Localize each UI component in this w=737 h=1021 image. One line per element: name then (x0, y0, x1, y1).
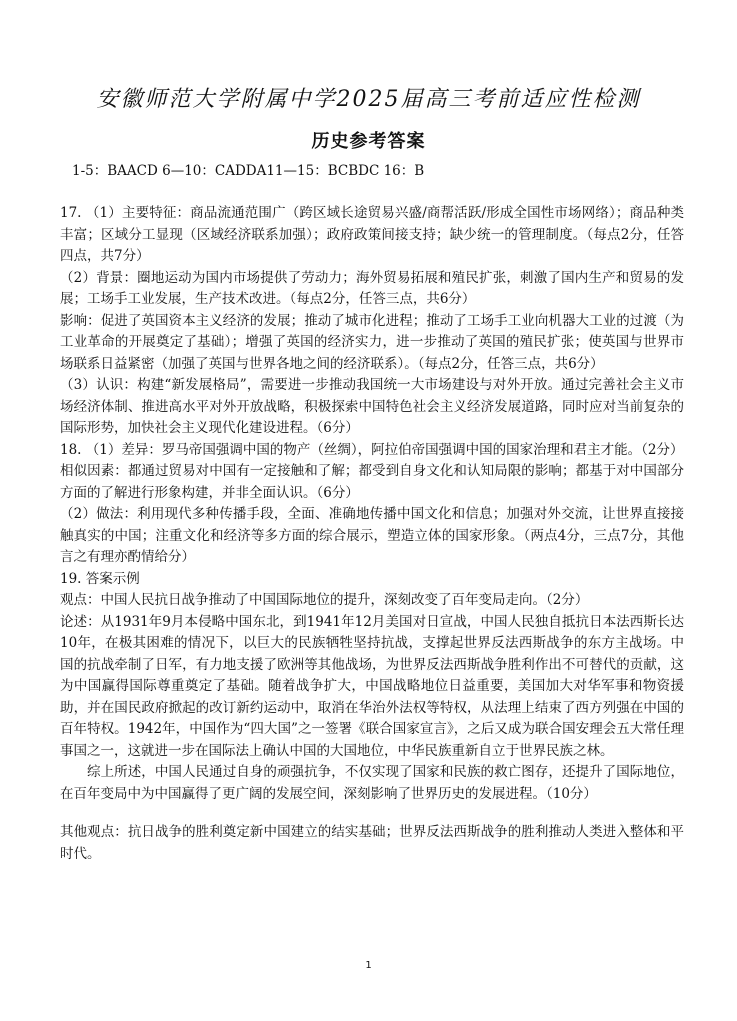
subject-title: 历史参考答案 (311, 131, 426, 152)
q18-similar-factors-paragraph: 相似因素：都通过贸易对中国有一定接触和了解；都受到自身文化和认知局限的影响；都基于对中国部分方面的了解进行形象构建，并非全面认识。（6分） (60, 463, 684, 501)
answer-content (60, 203, 684, 865)
q17-part2-background-paragraph: （2）背景：圈地运动为国内市场提供了劳动力；海外贸易拓展和殖民扩张，刺激了国内生产和贸易的发展；工场手工业发展，生产技术改进。（每点2分，任答三点，共6分） (60, 269, 684, 307)
q17-part3-paragraph: （3）认识：构建“新发展格局”，需要进一步推动我国统一大市场建设与对外开放。通过完善社会主义市场经济体制、推进高水平对外开放战略，积极探索中国特色社会主义经济发展道路，同时应对当前复杂的国际形势，加快社会主义现代化建设进程。（6分） (60, 377, 684, 436)
q18-part1-paragraph: 18. （1）差异：罗马帝国强调中国的物产（丝绸），阿拉伯帝国强调中国的国家治理和君主才能。（2分） (60, 441, 684, 458)
q17-part1-paragraph: 17. （1）主要特征：商品流通范围广（跨区域长途贸易兴盛/商帮活跃/形成全国性市场网络）；商品种类丰富；区域分工显现（区域经济联系加强）；政府政策间接支持；缺少统一的管理制度。（每点2分，任答四点，共7分） (60, 205, 684, 264)
paragraph-gap (60, 805, 684, 822)
q19-heading: 19. 答案示例 (60, 570, 140, 587)
q19-viewpoint-paragraph: 观点：中国人民抗日战争推动了中国国际地位的提升，深刻改变了百年变局走向。（2分） (60, 592, 589, 608)
q19-argument-paragraph: 论述：从1931年9月本侵略中国东北，到1941年12月美国对日宣战，中国人民独自抵抗日本法西斯长达10年，在极其困难的情况下，以巨大的民族牺牲坚持抗战，支撑起世界反法西斯战争的东方主战场。中国的抗战牵制了日军，有力地支援了欧洲等其他战场，为世界反法西斯战争胜利作出不可替代的贡献，这为中国赢得国际尊重奠定了基础。随着战争扩大，中国战略地位日益重要，美国加大对华军事和物资援助，并在国民政府掀起的改订新约运动中，取消在华治外法权等特权，从法理上结束了西方列强在中国的百年特权。1942年，中国作为“四大国”之一签署《联合国家宣言》，之后又成为联合国安理会五大常任理事国之一，这就进一步在国际法上确认中国的大国地位，中华民族重新自立于世界民族之林。 (60, 613, 684, 759)
q18-part2-paragraph: （2）做法：利用现代多种传播手段，全面、准确地传播中国文化和信息；加强对外交流，让世界直接接触真实的中国；注重文化和经济等多方面的综合展示，塑造立体的国家形象。（两点4分，三点7分，其他言之有理亦酌情给分） (60, 506, 684, 565)
choice-answer-key: 1-5：BAACD 6—10：CADDA11—15：BCBDC 16：B (72, 163, 425, 179)
q19-other-viewpoints-paragraph: 其他观点：抗日战争的胜利奠定新中国建立的结实基础；世界反法西斯战争的胜利推动人类进入整体和平时代。 (60, 824, 684, 862)
q17-part2-impact-paragraph: 影响：促进了英国资本主义经济的发展；推动了城市化进程；推动了工场手工业向机器大工业的过渡（为工业革命的开展奠定了基础）；增强了英国的经济实力，进一步推动了英国的殖民扩张；使英国与世界市场联系日益紧密（加强了英国与世界各地之间的经济联系）。（每点2分，任答三点，共6分） (60, 312, 684, 372)
q19-conclusion-paragraph: 综上所述，中国人民通过自身的顽强抗争，不仅实现了国家和民族的救亡图存，还提升了国际地位，在百年变局中为中国赢得了更广阔的发展空间，深刻影响了世界历史的发展进程。（10分） (60, 764, 684, 802)
school-title: 安徽师范大学附属中学2025届高三考前适应性检测 (96, 87, 641, 112)
page-number: 1 (365, 960, 372, 971)
